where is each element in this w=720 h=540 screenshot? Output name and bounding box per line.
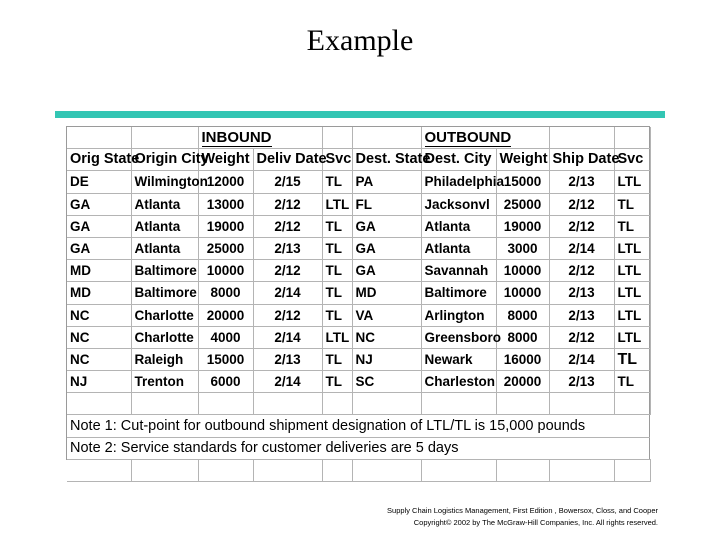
table-cell: TL <box>322 348 352 370</box>
column-header: Weight <box>198 149 253 171</box>
group-header-row <box>67 127 650 149</box>
table-row <box>67 371 650 393</box>
table-cell: VA <box>352 304 421 326</box>
table-cell: 10000 <box>198 260 253 282</box>
table-cell: Savannah <box>421 260 496 282</box>
table-cell: TL <box>322 215 352 237</box>
table-cell: 2/13 <box>549 371 614 393</box>
table-cell: SC <box>352 371 421 393</box>
table-cell: LTL <box>322 193 352 215</box>
table-cell: TL <box>614 193 650 215</box>
table-cell: GA <box>352 260 421 282</box>
table-cell: TL <box>614 215 650 237</box>
table-cell: 2/12 <box>549 215 614 237</box>
table-cell: LTL <box>614 260 650 282</box>
table-cell: 25000 <box>496 193 549 215</box>
note-text: Note 2: Service standards for customer deliveries are 5 days <box>67 437 650 459</box>
table-cell: 2/14 <box>253 371 322 393</box>
table-cell: Newark <box>421 348 496 370</box>
table-cell: GA <box>67 215 131 237</box>
table-cell: Charleston <box>421 371 496 393</box>
inbound-group-label: INBOUND <box>198 127 322 149</box>
table-row <box>67 193 650 215</box>
table-cell: FL <box>352 193 421 215</box>
column-header: Svc <box>322 149 352 171</box>
table-cell: 3000 <box>496 237 549 259</box>
table-cell: 15000 <box>496 171 549 193</box>
table-cell: 2/12 <box>253 193 322 215</box>
table-cell: PA <box>352 171 421 193</box>
table-cell: LTL <box>614 304 650 326</box>
table-cell: LTL <box>614 237 650 259</box>
table-cell: Trenton <box>131 371 198 393</box>
table-cell: 19000 <box>496 215 549 237</box>
table-cell: 2/12 <box>549 326 614 348</box>
table-cell: 16000 <box>496 348 549 370</box>
table-cell: 8000 <box>496 304 549 326</box>
table-cell: GA <box>352 215 421 237</box>
table-cell: TL <box>614 348 650 370</box>
table-cell: MD <box>67 260 131 282</box>
table-cell: 19000 <box>198 215 253 237</box>
table-cell: 4000 <box>198 326 253 348</box>
table-cell: Philadelphia <box>421 171 496 193</box>
table-cell: NC <box>67 304 131 326</box>
table-cell: 2/14 <box>253 326 322 348</box>
table-cell: NJ <box>67 371 131 393</box>
table-row <box>67 237 650 259</box>
column-header: Dest. City <box>421 149 496 171</box>
table-cell: NC <box>352 326 421 348</box>
table-cell: 12000 <box>198 171 253 193</box>
table-cell: Arlington <box>421 304 496 326</box>
table-cell: TL <box>322 371 352 393</box>
column-header: Origin City <box>131 149 198 171</box>
table-cell: 2/13 <box>549 282 614 304</box>
table-cell: LTL <box>322 326 352 348</box>
table-row <box>67 326 650 348</box>
table-cell: 20000 <box>496 371 549 393</box>
table-cell: Atlanta <box>421 237 496 259</box>
table-cell: 25000 <box>198 237 253 259</box>
spacer-row <box>67 459 650 481</box>
table-cell: Atlanta <box>421 215 496 237</box>
table-cell: TL <box>322 171 352 193</box>
table-cell: NC <box>67 348 131 370</box>
table-cell: Atlanta <box>131 193 198 215</box>
footer-line-2: Copyright© 2002 by The McGraw-Hill Companies, Inc. All rights reserved. <box>413 518 658 527</box>
table-row <box>67 215 650 237</box>
spreadsheet <box>66 126 650 460</box>
table-cell: 8000 <box>198 282 253 304</box>
accent-bar <box>55 111 665 118</box>
table-cell: 2/12 <box>253 304 322 326</box>
footer-line-1: Supply Chain Logistics Management, First Edition , Bowersox, Closs, and Cooper <box>387 506 658 515</box>
table-cell: TL <box>614 371 650 393</box>
table-cell: Baltimore <box>421 282 496 304</box>
table-cell: TL <box>322 282 352 304</box>
shipment-table <box>67 127 651 482</box>
table-cell: Baltimore <box>131 282 198 304</box>
table-cell: Jacksonvl <box>421 193 496 215</box>
table-cell: 2/14 <box>253 282 322 304</box>
table-cell: TL <box>322 237 352 259</box>
table-cell: 2/13 <box>253 237 322 259</box>
table-cell: Greensboro <box>421 326 496 348</box>
table-cell: Atlanta <box>131 237 198 259</box>
table-row <box>67 171 650 193</box>
table-cell: Baltimore <box>131 260 198 282</box>
table-cell: 2/12 <box>549 260 614 282</box>
table-cell: TL <box>322 304 352 326</box>
slide-title: Example <box>306 24 414 57</box>
table-cell: 2/15 <box>253 171 322 193</box>
table-cell: NJ <box>352 348 421 370</box>
table-cell: LTL <box>614 282 650 304</box>
copyright-footer <box>328 505 658 529</box>
table-cell: Charlotte <box>131 304 198 326</box>
table-cell: Charlotte <box>131 326 198 348</box>
column-header: Svc <box>614 149 650 171</box>
table-cell: DE <box>67 171 131 193</box>
column-header: Ship Date <box>549 149 614 171</box>
table-cell: GA <box>67 193 131 215</box>
table-cell: 2/12 <box>253 215 322 237</box>
table-cell: LTL <box>614 326 650 348</box>
table-cell: Atlanta <box>131 215 198 237</box>
table-row <box>67 282 650 304</box>
table-cell: 2/14 <box>549 237 614 259</box>
table-row <box>67 348 650 370</box>
column-header-row <box>67 149 650 171</box>
table-cell: 2/12 <box>253 260 322 282</box>
column-header: Dest. State <box>352 149 421 171</box>
table-cell: 13000 <box>198 193 253 215</box>
table-cell: GA <box>352 237 421 259</box>
table-cell: 20000 <box>198 304 253 326</box>
table-row <box>67 304 650 326</box>
column-header: Weight <box>496 149 549 171</box>
table-cell: Raleigh <box>131 348 198 370</box>
table-cell: 15000 <box>198 348 253 370</box>
table-cell: Wilmington <box>131 171 198 193</box>
table-cell: 10000 <box>496 282 549 304</box>
table-cell: 6000 <box>198 371 253 393</box>
table-cell: 2/13 <box>253 348 322 370</box>
note-row <box>67 437 650 459</box>
table-cell: NC <box>67 326 131 348</box>
table-cell: MD <box>352 282 421 304</box>
table-cell: 2/12 <box>549 193 614 215</box>
outbound-group-label: OUTBOUND <box>421 127 549 149</box>
spacer-row <box>67 393 650 415</box>
column-header: Orig State <box>67 149 131 171</box>
table-row <box>67 260 650 282</box>
table-cell: 10000 <box>496 260 549 282</box>
table-cell: LTL <box>614 171 650 193</box>
table-cell: 2/13 <box>549 171 614 193</box>
table-cell: GA <box>67 237 131 259</box>
note-text: Note 1: Cut-point for outbound shipment designation of LTL/TL is 15,000 pounds <box>67 415 650 437</box>
table-cell: 2/14 <box>549 348 614 370</box>
note-row <box>67 415 650 437</box>
table-cell: 8000 <box>496 326 549 348</box>
column-header: Deliv Date <box>253 149 322 171</box>
table-cell: MD <box>67 282 131 304</box>
table-cell: 2/13 <box>549 304 614 326</box>
table-cell: TL <box>322 260 352 282</box>
